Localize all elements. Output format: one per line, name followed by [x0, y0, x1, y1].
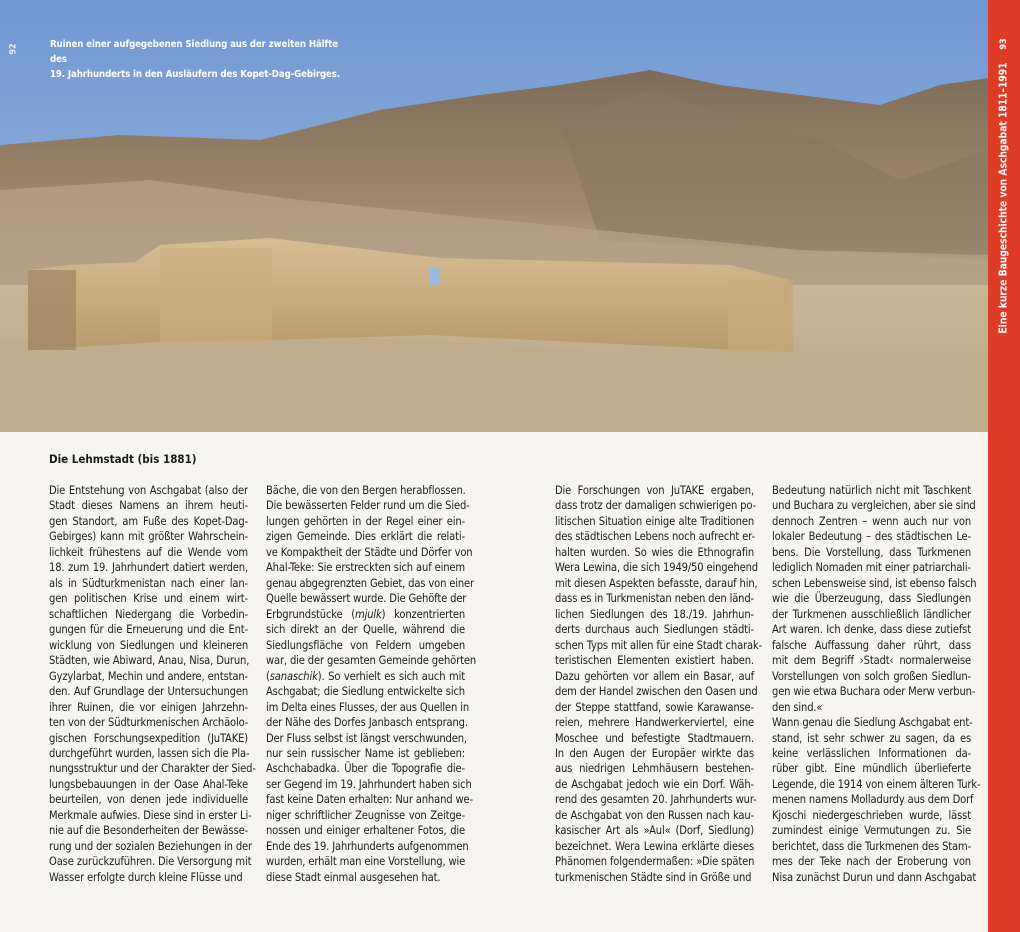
text-line: dem der Handel zwischen den Oasen und [555, 685, 758, 699]
text-line: genau abgegrenzten Gebiet, das von einer [266, 576, 474, 590]
text-line: niger schriftlicher Zeugnisse von Zeitge- [266, 808, 465, 822]
text-line: nossen und einiger erhaltener Fotos, die [266, 824, 465, 838]
text-line: schen Typs mit allen für eine Stadt charak- [555, 638, 763, 652]
text-line: Quelle bewässert wurde. Die Gehöfte der [266, 592, 467, 606]
text-line: gungen für die Erneuerung und die Ent- [49, 623, 248, 637]
text-line: Dazu gehörten vor allem ein Basar, auf [555, 669, 754, 683]
text-column [49, 483, 256, 885]
text-line: mit dem Begriff ›Stadt‹ normalerweise [772, 654, 971, 668]
text-line: Ende des 19. Jahrhunderts aufgenommen [266, 839, 469, 853]
text-line: stand, ist sehr schwer zu sagen, da es [772, 731, 971, 745]
text-line: gen wie etwa Buchara oder Merw verbun- [772, 685, 976, 699]
text-line: ve Kompaktheit der Städte und Dörfer von [266, 545, 473, 559]
text-line: nungsstruktur und der Charakter der Sied- [49, 762, 256, 776]
text-line: sich direkt an der Quelle, während die [266, 623, 465, 637]
text-line: Die Forschungen von JuTAKE ergaben, [555, 484, 754, 497]
text-line: nur sein russischer Name ist geblieben: [266, 746, 465, 760]
text-line: Aschchabadka. Über die Topografie die- [266, 762, 465, 776]
text-line: bezeichnet. Wera Lewina erklärte dieses [555, 839, 754, 853]
text-line: den sind.« [772, 700, 823, 714]
text-line: zigen Gemeinde. Dies erklärt die relati- [266, 530, 465, 544]
text-line: reien, mehrere Handwerkerviertel, eine [555, 716, 754, 730]
text-column [266, 483, 476, 885]
text-line: lichkeit frühestens auf die Wende vom [49, 545, 248, 559]
photo-caption [50, 37, 350, 82]
text-line: rung und der sozialen Beziehungen in der [49, 839, 252, 853]
text-line: wicklung von Siedlungen und kleineren [49, 638, 248, 652]
text-line: Wasser erfolgte durch kleine Flüsse und [49, 870, 243, 884]
text-line: ser Gegend im 19. Jahrhundert haben sich [266, 777, 472, 791]
text-line: 18. zum 19. Jahrhundert datiert werden, [49, 561, 248, 575]
caption-line: Ruinen einer aufgegebenen Siedlung aus der zweiten Hälfte des [50, 39, 338, 65]
text-line: wie die Überzeugung, dass Siedlungen [772, 592, 971, 606]
text-line: mit diesen Aspekten befasste, darauf hin, [555, 576, 758, 590]
text-line: diese Stadt einmal ausgesehen hat. [266, 870, 441, 884]
running-title: Eine kurze Baugeschichte von Aschgabat 1811–1991 [998, 62, 1010, 334]
text-line: bens. Die Vorstellung, dass Turkmenen [772, 545, 971, 559]
text-line: Siedlungsfläche von Feldern umgeben [266, 638, 465, 652]
text-line: de Aschgabat jedoch wie ein Dorf. Wäh- [555, 777, 754, 791]
page-number-left: 92 [8, 43, 19, 55]
text-line: Der Fluss selbst ist längst verschwunden, [266, 731, 467, 745]
text-line: zumindest einige Vermutungen zu. Sie [772, 824, 971, 838]
text-line: beurteilen, von denen jede individuelle [49, 793, 248, 807]
text-line: Stadt dieses Namens an ihrem heuti- [49, 499, 248, 513]
text-line: aus niedrigen Lehmhäusern bestehen- [555, 762, 754, 776]
text-line: derts durchaus auch Siedlungen städti- [555, 623, 754, 637]
text-line: de Aschgabat von den Russen nach kau- [555, 808, 754, 822]
text-line: der Turkmenen ausschließlich ländlicher [772, 607, 971, 621]
text-line: schaftlichen Niedergang die Vorbedin- [49, 607, 248, 621]
text-line: rend des gesamten 20. Jahrhunderts wur- [555, 793, 757, 807]
ruins-photo [0, 0, 988, 432]
caption-line: 19. Jahrhunderts in den Ausläufern des Kopet-Dag-Gebirges. [50, 69, 341, 80]
text-line: lungen gehörten in der Regel einer ein- [266, 514, 465, 528]
text-line: gen politischen Krise und einem wirt- [49, 592, 248, 606]
text-column [555, 483, 763, 885]
text-line: Die bewässerten Felder rund um die Sied- [266, 499, 470, 513]
text-line: der Nähe des Dorfes Janbasch entsprang. [266, 716, 468, 730]
text-line: turkmenischen Städte sind in Größe und [555, 870, 752, 884]
text-line: kasischer Art als »Aul« (Dorf, Siedlung) [555, 824, 754, 838]
text-line: Bäche, die von den Bergen herabflossen. [266, 484, 466, 497]
text-line: Ahal-Teke: Sie erstreckten sich auf einem [266, 561, 465, 575]
text-line: menen namens Molladurdy aus dem Dorf [772, 793, 974, 807]
text-line: Gebirges) kann mit größter Wahrschein- [49, 530, 248, 544]
text-line: Gyzylarbat, Mechin und andere, entstan- [49, 669, 248, 683]
text-line: Merkmale aufwies. Diese sind in erster Li- [49, 808, 252, 822]
text-line: wurden, erhält man eine Vorstellung, wie [266, 855, 466, 869]
text-line: Die Entstehung von Aschgabat (also der [49, 484, 248, 497]
text-line: durchgeführt wurden, lassen sich die Pla- [49, 746, 250, 760]
page-number-right: 93 [999, 38, 1009, 50]
text-line: lediglich Nomaden mit einer patriarchali- [772, 561, 971, 575]
text-line: Städten, wie Abiward, Anau, Nisa, Durun, [49, 654, 250, 668]
text-line: In den Augen der Europäer wirkte das [555, 746, 754, 760]
text-line: dass es in Turkmenistan neben den länd- [555, 592, 754, 606]
text-line: rüber gibt. Eine mündlich überlieferte [772, 762, 971, 776]
text-line: Nisa zunächst Durun und dann Aschgabat [772, 870, 977, 884]
text-line: im Delta eines Flusses, der aus Quellen in [266, 700, 470, 714]
text-line: gen Standort, am Fuße des Kopet-Dag- [49, 514, 248, 528]
text-line: den. Auf Grundlage der Untersuchungen [49, 685, 248, 699]
text-line: und Buchara zu vergleichen, aber sie sind [772, 499, 976, 513]
text-line: nie auf die Besonderheiten der Bewässe- [49, 824, 249, 838]
text-line: Legende, die 1914 von einem älteren Turk- [772, 777, 981, 791]
text-line: Erbgrundstücke (mjulk) konzentrierten [266, 607, 465, 621]
text-line: litischen Situation einige alte Traditionen [555, 514, 754, 528]
text-line: Moschee und befestigte Stadtmauern. [555, 731, 754, 745]
text-column [772, 483, 981, 885]
text-line: halten wurden. So wies die Ethnografin [555, 545, 754, 559]
text-line: Wera Lewina, die sich 1949/50 eingehend [555, 561, 758, 575]
text-line: dass trotz der damaligen schwierigen po- [555, 499, 756, 513]
text-line: lokaler Bedeutung – des städtischen Le- [772, 530, 971, 544]
text-line: fast keine Daten erhalten: Nur anhand we- [266, 793, 473, 807]
text-line: war, die der gesamten Gemeinde gehörten [266, 654, 476, 668]
text-line: Aschgabat; die Siedlung entwickelte sich [266, 685, 465, 699]
text-line: keine verlässlichen Informationen da- [772, 746, 971, 760]
text-line: Art waren. Ich denke, dass diese zutiefst [772, 623, 971, 637]
text-line: Kjoschi niedergeschrieben wurde, lässt [772, 808, 971, 822]
text-line: falsche Auffassung daher rührt, dass [772, 638, 971, 652]
text-line: der Steppe stattfand, sowie Karawanse- [555, 700, 754, 714]
text-line: berichtet, dass die Turkmenen des Stam- [772, 839, 972, 853]
text-line: Wann genau die Siedlung Aschgabat ent- [772, 716, 973, 730]
text-line: lichen Siedlungen des 18./19. Jahrhun- [555, 607, 754, 621]
text-line: lungsbebauungen in der Oase Ahal-Teke [49, 777, 248, 791]
text-line: dennoch Zentren – wenn auch nur von [772, 514, 971, 528]
text-line: schen Lebensweise sind, ist ebenso falsch [772, 576, 977, 590]
text-line: teristischen Elementen existiert haben. [555, 654, 754, 668]
text-line: Phänomen folgendermaßen: »Die späten [555, 855, 755, 869]
text-line: Oase zurückzuführen. Die Versorgung mit [49, 855, 252, 869]
text-line: des städtischen Lebens noch aufrecht er- [555, 530, 755, 544]
text-line: ihrer Ruinen, die vor einigen Jahrzehn- [49, 700, 248, 714]
section-heading: Die Lehmstadt (bis 1881) [49, 452, 197, 466]
text-line: als in Südturkmenistan nach einer lan- [49, 576, 248, 590]
text-line: ten von der Südturkmenischen Archäolo- [49, 716, 249, 730]
text-line: gischen Forschungsexpedition (JuTAKE) [49, 731, 248, 745]
text-line: Vorstellungen von solch großen Siedlun- [772, 669, 971, 683]
text-line: (sanaschik). So verhielt es sich auch mit [266, 669, 465, 683]
text-line: mes der Teke nach der Eroberung von [772, 855, 971, 869]
text-line: Bedeutung natürlich nicht mit Taschkent [772, 484, 971, 497]
